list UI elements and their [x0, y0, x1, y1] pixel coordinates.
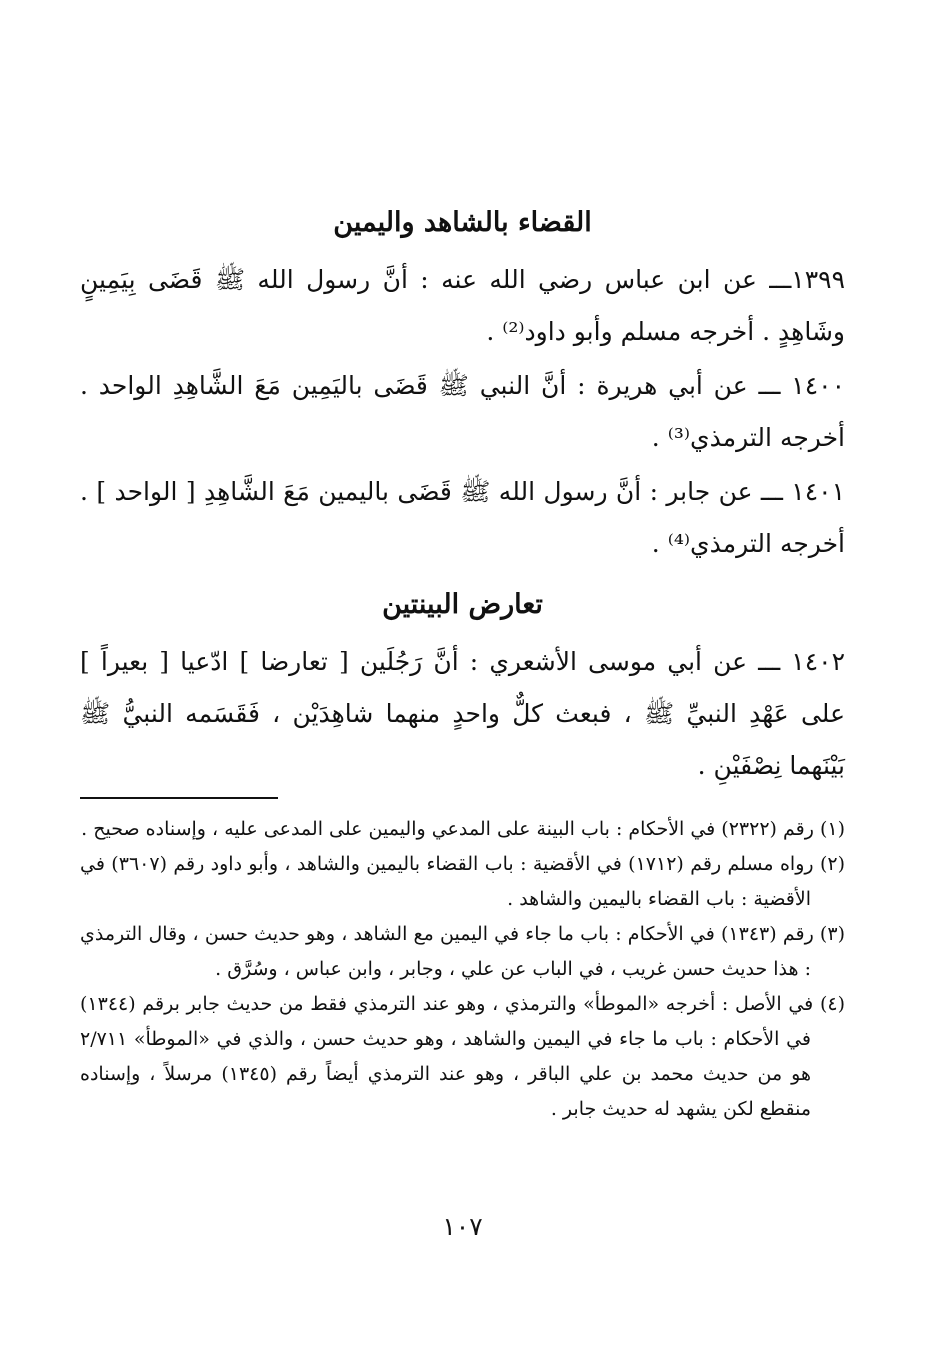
footnotes: [80, 812, 845, 1127]
hadith-text: ١٤٠٢ ـــ عن أبي موسى الأشعري : أنَّ رَجُلَين [ تعارضا ] ادّعيا [ بعيراً ] على عَهْدِ النبيِّ ﷺ ، فبعث كلٌّ واحدٍ منهما شاهِدَيْن ، فَقَسَمه النبيُّ ﷺ بَيْنَهما نِصْفَيْنِ .: [80, 647, 845, 780]
footnote-2: (٢) رواه مسلم رقم (١٧١٢) في الأقضية : باب القضاء باليمين والشاهد ، وأبو داود رقم (٣٦٠٧) في الأقضية : باب القضاء باليمين والشاهد .: [80, 853, 846, 910]
footnote-3: (٣) رقم (١٣٤٣) في الأحكام : باب ما جاء في اليمين مع الشاهد ، وهو حديث حسن ، وقال الترمذي : هذا حديث حسن غريب ، في الباب عن علي ، وجابر ، وابن عباس ، وسُرَّق .: [80, 923, 845, 980]
book-page: [80, 0, 845, 1354]
hadith-text: ١٣٩٩ـــ عن ابن عباس رضي الله عنه : أنَّ رسول الله ﷺ قَضَى بِيَمِينٍ وشَاهِدٍ . أخرجه مسلم وأبو داود⁽²⁾ .: [80, 265, 845, 346]
hadith-text: ١٤٠٠ ـــ عن أبي هريرة : أنَّ النبي ﷺ قَضَى باليَمِين مَعَ الشَّاهِدِ الواحد . أخرجه الترمذي⁽³⁾ .: [80, 371, 845, 452]
page-number: ١٠٧: [442, 1212, 483, 1241]
section-title-witness-oath: القضاء بالشاهد واليمين: [333, 207, 592, 238]
hadith-1400: [80, 360, 845, 464]
footnote-1: (١) رقم (٢٣٢٢) في الأحكام : باب البينة على المدعي واليمين على المدعى عليه ، وإسناده صحيح .: [81, 818, 845, 840]
hadith-1402: [80, 636, 845, 792]
section-title-conflicting-evidence: تعارض البينتين: [382, 589, 543, 620]
hadith-1401: [80, 466, 845, 570]
footnote-4: (٤) في الأصل : أخرجه «الموطأ» والترمذي ، وهو عند الترمذي فقط من حديث جابر برقم (١٣٤٤) في الأحكام : باب ما جاء في اليمين والشاهد ، وهو حديث حسن ، والذي في «الموطأ» ٢/٧١١ هو من حديث محمد بن علي الباقر ، وهو عند الترمذي أيضاً رقم (١٣٤٥) مرسلاً ، وإسناده منقطع لكن يشهد له حديث جابر .: [80, 993, 845, 1120]
footnote-divider: [80, 797, 278, 799]
hadith-1399: [80, 254, 845, 358]
hadith-text: ١٤٠١ ـــ عن جابر : أنَّ رسول الله ﷺ قَضَى باليمين مَعَ الشَّاهِدِ [ الواحد ] . أخرجه الترمذي⁽⁴⁾ .: [80, 477, 845, 558]
